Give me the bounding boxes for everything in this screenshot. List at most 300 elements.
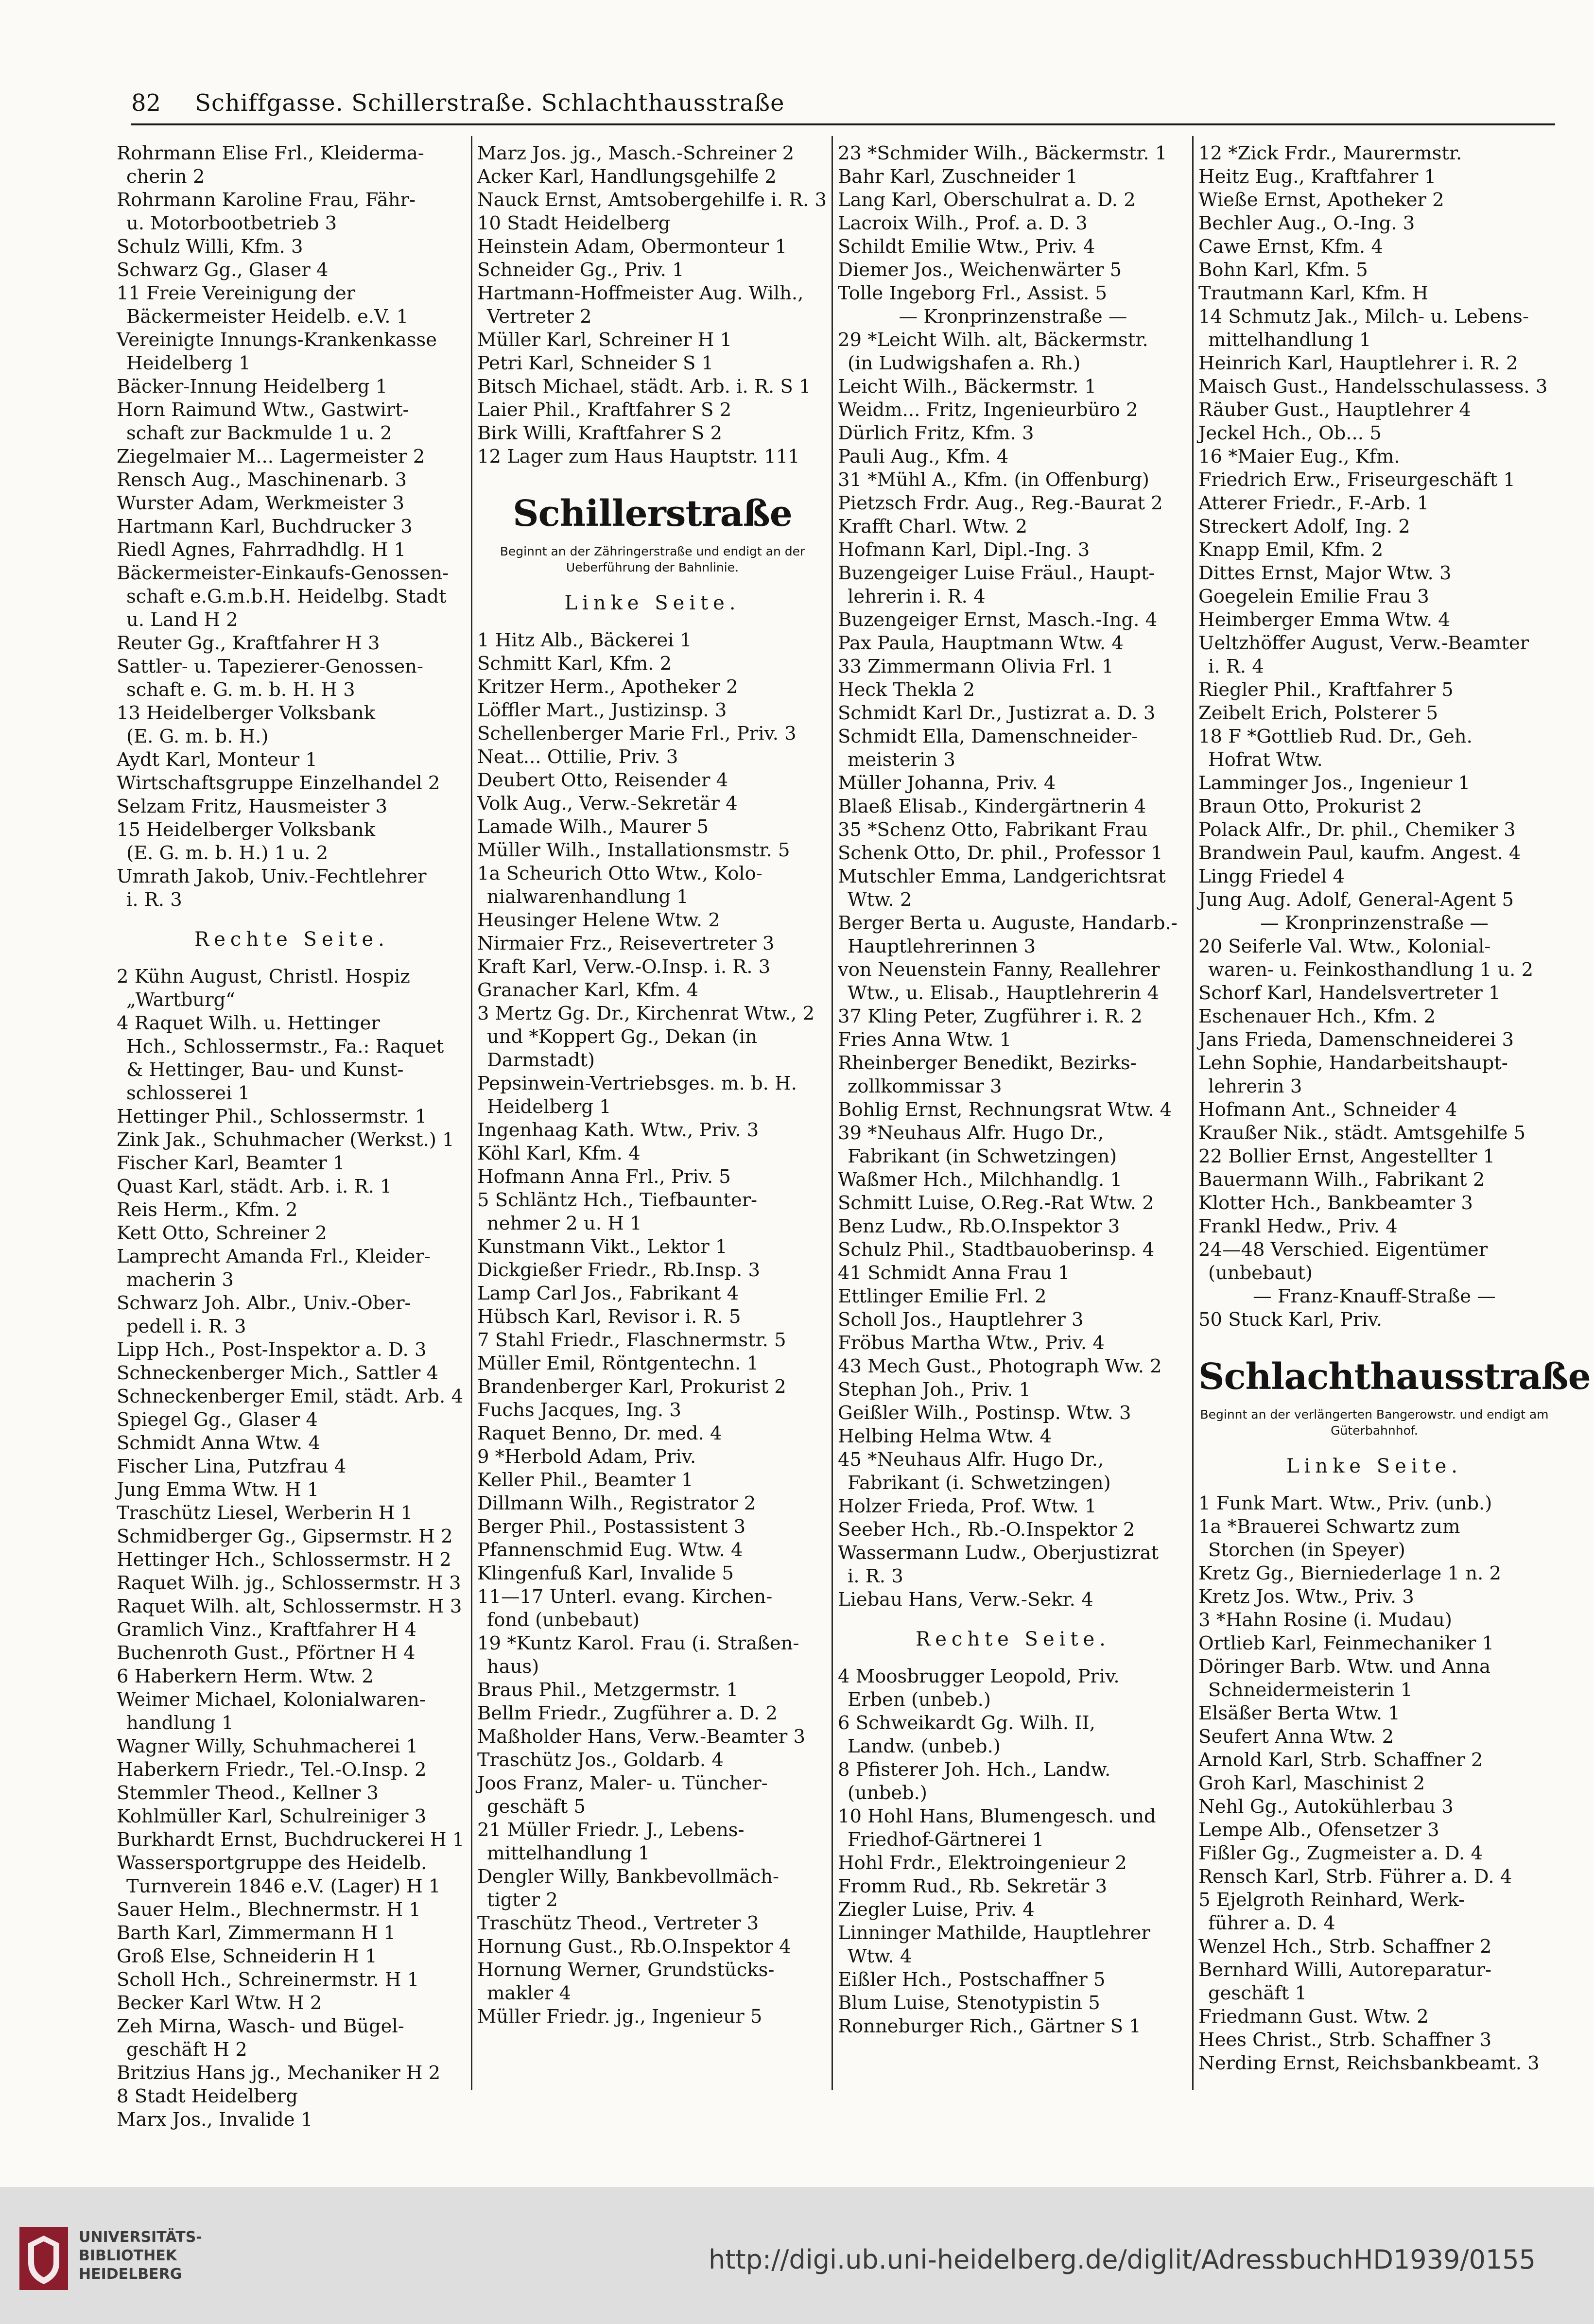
directory-entry: Lingg Friedel 4 — [1198, 866, 1345, 887]
directory-entry: Schulz Willi, Kfm. 3 — [117, 236, 303, 258]
directory-entry: Bohlig Ernst, Rechnungsrat Wtw. 4 — [838, 1099, 1172, 1121]
directory-entry: Schenk Otto, Dr. phil., Professor 1 — [838, 842, 1163, 864]
directory-entry: macherin 3 — [126, 1269, 234, 1291]
directory-entry: „Wartburg“ — [126, 989, 235, 1011]
directory-entry: Streckert Adolf, Ing. 2 — [1198, 516, 1410, 538]
directory-entry: Holzer Frieda, Prof. Wtw. 1 — [838, 1495, 1097, 1517]
library-name-line-3: HEIDELBERG — [79, 2266, 182, 2283]
directory-entry: 45 *Neuhaus Alfr. Hugo Dr., — [838, 1449, 1104, 1471]
directory-entry: Heck Thekla 2 — [838, 679, 975, 701]
directory-entry: u. Motorbootbetrieb 3 — [126, 212, 337, 234]
directory-entry: Hübsch Karl, Revisor i. R. 5 — [477, 1306, 741, 1328]
directory-entry: Bäckermeister Heidelb. e.V. 1 — [126, 306, 409, 328]
directory-entry: 1a *Brauerei Schwartz zum — [1198, 1516, 1460, 1538]
directory-entry: Vereinigte Innungs-Krankenkasse — [117, 329, 437, 351]
directory-entry: Fries Anna Wtw. 1 — [838, 1029, 1012, 1051]
directory-entry: Dengler Willy, Bankbevollmäch- — [477, 1866, 779, 1888]
directory-entry: Jung Emma Wtw. H 1 — [117, 1479, 319, 1501]
directory-entry: schaft zur Backmulde 1 u. 2 — [126, 422, 392, 444]
directory-entry: Volk Aug., Verw.-Sekretär 4 — [477, 793, 738, 815]
street-description: Beginnt an der verlängerten Bangerowstr. und endigt am Güterbahnhof. — [1200, 1407, 1549, 1438]
directory-entry: nialwarenhandlung 1 — [487, 886, 689, 908]
directory-entry: 6 Schweikardt Gg. Wilh. II, — [838, 1712, 1095, 1734]
directory-entry: Schneckenberger Mich., Sattler 4 — [117, 1362, 439, 1384]
directory-entry: Schneidermeisterin 1 — [1208, 1679, 1413, 1701]
directory-entry: Heidelberg 1 — [126, 352, 251, 374]
directory-entry: lehrerin i. R. 4 — [848, 586, 986, 607]
directory-entry: mittelhandlung 1 — [1208, 329, 1371, 351]
directory-entry: Pepsinwein-Vertriebsges. m. b. H. — [477, 1073, 797, 1094]
directory-entry: 5 Schläntz Hch., Tiefbaunter- — [477, 1189, 758, 1211]
directory-entry: Hohl Frdr., Elektroingenieur 2 — [838, 1852, 1127, 1874]
directory-entry: 12 Lager zum Haus Hauptstr. 111 — [477, 446, 800, 468]
directory-entry: makler 4 — [487, 1982, 572, 2004]
directory-entry: Lipp Hch., Post-Inspektor a. D. 3 — [117, 1339, 427, 1361]
directory-entry: Hofmann Karl, Dipl.-Ing. 3 — [838, 539, 1090, 561]
directory-entry: Gramlich Vinz., Kraftfahrer H 4 — [117, 1619, 417, 1641]
directory-entry: Seeber Hch., Rb.-O.Inspektor 2 — [838, 1519, 1135, 1541]
directory-entry: Birk Willi, Kraftfahrer S 2 — [477, 422, 722, 444]
directory-entry: Schildt Emilie Wtw., Priv. 4 — [838, 236, 1095, 258]
directory-entry: Vertreter 2 — [487, 306, 592, 328]
directory-columns — [112, 136, 1591, 2131]
directory-entry: Trautmann Karl, Kfm. H — [1198, 282, 1429, 304]
directory-entry: Hettinger Hch., Schlossermstr. H 2 — [117, 1549, 451, 1571]
directory-entry: Rensch Aug., Maschinenarb. 3 — [117, 469, 407, 491]
directory-entry: Bitsch Michael, städt. Arb. i. R. S 1 — [477, 376, 811, 398]
library-name-line-1: UNIVERSITÄTS- — [79, 2229, 202, 2246]
directory-entry: Weimer Michael, Kolonialwaren- — [117, 1689, 426, 1711]
directory-entry: Schorf Karl, Handelsvertreter 1 — [1198, 982, 1501, 1004]
directory-entry: Burkhardt Ernst, Buchdruckerei H 1 — [117, 1829, 465, 1851]
directory-entry: Fröbus Martha Wtw., Priv. 4 — [838, 1332, 1105, 1354]
directory-entry: Aydt Karl, Monteur 1 — [117, 749, 317, 771]
directory-entry: Joos Franz, Maler- u. Tüncher- — [477, 1772, 768, 1794]
directory-entry: Groß Else, Schneiderin H 1 — [117, 1945, 377, 1967]
directory-entry: Heinstein Adam, Obermonteur 1 — [477, 236, 787, 258]
directory-entry: Spiegel Gg., Glaser 4 — [117, 1409, 318, 1431]
directory-entry: Darmstadt) — [487, 1049, 595, 1071]
directory-entry: Wtw. 4 — [848, 1945, 912, 1967]
side-heading: Rechte Seite. — [194, 928, 389, 951]
directory-entry: Marx Jos., Invalide 1 — [117, 2109, 313, 2131]
directory-entry: Heusinger Helene Wtw. 2 — [477, 909, 720, 931]
directory-entry: Kraußer Nik., städt. Amtsgehilfe 5 — [1198, 1122, 1526, 1144]
directory-entry: Scholl Jos., Hauptlehrer 3 — [838, 1309, 1084, 1331]
directory-entry: Acker Karl, Handlungsgehilfe 2 — [477, 166, 777, 188]
directory-entry: Buzengeiger Ernst, Masch.-Ing. 4 — [838, 609, 1158, 631]
directory-entry: Tolle Ingeborg Frl., Assist. 5 — [838, 282, 1108, 304]
directory-entry: Marz Jos. jg., Masch.-Schreiner 2 — [477, 142, 795, 164]
directory-entry: Raquet Wilh. jg., Schlossermstr. H 3 — [117, 1572, 461, 1594]
directory-entry: Umrath Jakob, Univ.-Fechtlehrer — [117, 866, 427, 887]
directory-entry: 9 *Herbold Adam, Priv. — [477, 1446, 696, 1468]
directory-entry: Scholl Hch., Schreinermstr. H 1 — [117, 1969, 419, 1991]
directory-entry: i. R. 3 — [126, 889, 182, 911]
directory-entry: Zeh Mirna, Wasch- und Bügel- — [117, 2015, 404, 2037]
directory-entry: 5 Ejelgroth Reinhard, Werk- — [1198, 1889, 1465, 1911]
directory-entry: Sauer Helm., Blechnermstr. H 1 — [117, 1899, 421, 1921]
directory-entry: Dillmann Wilh., Registrator 2 — [477, 1492, 756, 1514]
directory-entry: 4 Raquet Wilh. u. Hettinger — [117, 1012, 380, 1034]
running-head: Schiffgasse. Schillerstraße. Schlachthausstraße — [195, 89, 785, 117]
directory-entry: Reis Herm., Kfm. 2 — [117, 1199, 298, 1221]
directory-entry: Riedl Agnes, Fahrradhdlg. H 1 — [117, 539, 406, 561]
directory-entry: Waßmer Hch., Milchhandlg. 1 — [838, 1169, 1123, 1191]
directory-entry: Schneider Gg., Priv. 1 — [477, 259, 684, 281]
directory-entry: 1 Hitz Alb., Bäckerei 1 — [477, 629, 692, 651]
directory-entry: schaft e.G.m.b.H. Heidelbg. Stadt — [126, 586, 447, 607]
directory-entry: Ueltzhöffer August, Verw.-Beamter — [1198, 632, 1529, 654]
directory-entry: pedell i. R. 3 — [126, 1316, 246, 1337]
directory-entry: Hofmann Ant., Schneider 4 — [1198, 1099, 1457, 1121]
directory-entry: & Hettinger, Bau- und Kunst- — [126, 1059, 404, 1081]
directory-entry: 13 Heidelberger Volksbank — [117, 702, 376, 724]
directory-entry: Lang Karl, Oberschulrat a. D. 2 — [838, 189, 1136, 211]
directory-entry: mittelhandlung 1 — [487, 1842, 650, 1864]
directory-entry: Fabrikant (in Schwetzingen) — [848, 1145, 1117, 1167]
directory-entry: Klingenfuß Karl, Invalide 5 — [477, 1562, 734, 1584]
column-4 — [1194, 136, 1591, 2090]
directory-entry: Hauptlehrerinnen 3 — [848, 936, 1036, 957]
directory-entry: Krafft Charl. Wtw. 2 — [838, 516, 1027, 538]
directory-entry: geschäft 5 — [487, 1796, 586, 1818]
directory-entry: Schmidt Karl Dr., Justizrat a. D. 3 — [838, 702, 1156, 724]
directory-entry: Rensch Karl, Strb. Führer a. D. 4 — [1198, 1866, 1512, 1888]
directory-entry: Leicht Wilh., Bäckermstr. 1 — [838, 376, 1096, 398]
directory-entry: Heimberger Emma Wtw. 4 — [1198, 609, 1450, 631]
directory-entry: führer a. D. 4 — [1208, 1912, 1335, 1934]
side-heading: Rechte Seite. — [916, 1628, 1110, 1650]
directory-entry: Hornung Gust., Rb.O.Inspektor 4 — [477, 1936, 791, 1958]
directory-entry: Döringer Barb. Wtw. und Anna — [1198, 1656, 1491, 1678]
directory-entry: Cawe Ernst, Kfm. 4 — [1198, 236, 1383, 258]
directory-entry: Nerding Ernst, Reichsbankbeamt. 3 — [1198, 2052, 1540, 2074]
directory-entry: Wtw. 2 — [848, 889, 912, 911]
directory-entry: Wagner Willy, Schuhmacherei 1 — [117, 1735, 418, 1757]
directory-entry: schlosserei 1 — [126, 1082, 250, 1104]
directory-entry: Wassersportgruppe des Heidelb. — [117, 1852, 427, 1874]
directory-entry: Pietzsch Frdr. Aug., Reg.-Baurat 2 — [838, 492, 1163, 514]
directory-entry: Müller Karl, Schreiner H 1 — [477, 329, 732, 351]
directory-entry: Jeckel Hch., Ob... 5 — [1198, 422, 1382, 444]
directory-entry: tigter 2 — [487, 1889, 558, 1911]
directory-entry: Lamminger Jos., Ingenieur 1 — [1198, 772, 1471, 794]
directory-entry: Friedrich Erw., Friseurgeschäft 1 — [1198, 469, 1515, 491]
directory-entry: Frankl Hedw., Priv. 4 — [1198, 1215, 1398, 1237]
directory-entry: Köhl Karl, Kfm. 4 — [477, 1143, 641, 1164]
directory-entry: Brandwein Paul, kaufm. Angest. 4 — [1198, 842, 1521, 864]
directory-entry: Friedhof-Gärtnerei 1 — [848, 1829, 1044, 1851]
directory-entry: Raquet Benno, Dr. med. 4 — [477, 1422, 722, 1444]
directory-entry: waren- u. Feinkosthandlung 1 u. 2 — [1208, 959, 1534, 981]
directory-entry: (unbebaut) — [1208, 1262, 1313, 1284]
directory-entry: Britzius Hans jg., Mechaniker H 2 — [117, 2062, 441, 2084]
directory-entry: Ziegelmaier M... Lagermeister 2 — [117, 446, 425, 468]
directory-entry: Keller Phil., Beamter 1 — [477, 1469, 693, 1491]
directory-entry: Riegler Phil., Kraftfahrer 5 — [1198, 679, 1454, 701]
directory-entry: Becker Karl Wtw. H 2 — [117, 1992, 322, 2014]
directory-entry: Lamade Wilh., Maurer 5 — [477, 816, 709, 838]
directory-entry: Rheinberger Benedikt, Bezirks- — [838, 1052, 1137, 1074]
directory-entry: Selzam Fritz, Hausmeister 3 — [117, 796, 387, 817]
directory-entry: 10 Stadt Heidelberg — [477, 212, 671, 234]
street-heading: Schlachthausstraße — [1198, 1356, 1591, 1398]
directory-entry: Traschütz Liesel, Werberin H 1 — [117, 1502, 413, 1524]
directory-entry: Kretz Gg., Bierniederlage 1 n. 2 — [1198, 1562, 1502, 1584]
directory-entry: Turnverein 1846 e.V. (Lager) H 1 — [126, 1875, 441, 1897]
directory-entry: Kett Otto, Schreiner 2 — [117, 1222, 327, 1244]
directory-entry: Fromm Rud., Rb. Sekretär 3 — [838, 1875, 1108, 1897]
directory-entry: cherin 2 — [126, 166, 205, 188]
directory-entry: Nauck Ernst, Amtsobergehilfe i. R. 3 — [477, 189, 827, 211]
directory-entry: Hch., Schlossermstr., Fa.: Raquet — [126, 1036, 444, 1058]
directory-entry: Blum Luise, Stenotypistin 5 — [838, 1992, 1100, 2014]
directory-entry: Raquet Wilh. alt, Schlossermstr. H 3 — [117, 1596, 462, 1617]
directory-entry: Atterer Friedr., F.-Arb. 1 — [1198, 492, 1429, 514]
directory-entry: Storchen (in Speyer) — [1208, 1539, 1405, 1561]
directory-entry: geschäft 1 — [1208, 1982, 1307, 2004]
directory-entry: Barth Karl, Zimmermann H 1 — [117, 1922, 396, 1944]
directory-entry: Schneckenberger Emil, städt. Arb. 4 — [117, 1386, 464, 1407]
directory-entry: Elsäßer Berta Wtw. 1 — [1198, 1702, 1400, 1724]
directory-entry: 31 *Mühl A., Kfm. (in Offenburg) — [838, 469, 1149, 491]
directory-entry: 20 Seiferle Val. Wtw., Kolonial- — [1198, 936, 1491, 957]
directory-entry: 2 Kühn August, Christl. Hospiz — [117, 966, 410, 988]
directory-entry: Hofmann Anna Frl., Priv. 5 — [477, 1166, 731, 1188]
directory-entry: Seufert Anna Wtw. 2 — [1198, 1726, 1394, 1748]
directory-entry: Eschenauer Hch., Kfm. 2 — [1198, 1006, 1436, 1027]
directory-entry: schaft e. G. m. b. H. H 3 — [126, 679, 355, 701]
side-heading: Linke Seite. — [1286, 1455, 1463, 1477]
page-number: 82 — [131, 89, 161, 117]
directory-entry: Schwarz Gg., Glaser 4 — [117, 259, 329, 281]
directory-entry: 8 Stadt Heidelberg — [117, 2085, 298, 2107]
directory-entry: 10 Hohl Hans, Blumengesch. und — [838, 1805, 1156, 1827]
directory-entry: geschäft H 2 — [126, 2039, 247, 2061]
directory-entry: Erben (unbeb.) — [848, 1689, 991, 1711]
directory-entry: Lacroix Wilh., Prof. a. D. 3 — [838, 212, 1088, 234]
directory-entry: Petri Karl, Schneider S 1 — [477, 352, 714, 374]
directory-entry: Schmitt Luise, O.Reg.-Rat Wtw. 2 — [838, 1192, 1154, 1214]
directory-entry: Hartmann Karl, Buchdrucker 3 — [117, 516, 413, 538]
directory-entry: 18 F *Gottlieb Rud. Dr., Geh. — [1198, 726, 1473, 747]
directory-entry: Eißler Hch., Postschaffner 5 — [838, 1969, 1106, 1991]
directory-entry: Ingenhaag Kath. Wtw., Priv. 3 — [477, 1119, 759, 1141]
directory-entry: Stephan Joh., Priv. 1 — [838, 1379, 1031, 1401]
directory-entry: Berger Phil., Postassistent 3 — [477, 1516, 746, 1538]
directory-entry: Zink Jak., Schuhmacher (Werkst.) 1 — [117, 1129, 454, 1151]
directory-entry: Schmidt Anna Wtw. 4 — [117, 1432, 320, 1454]
directory-entry: Rohrmann Karoline Frau, Fähr- — [117, 189, 416, 211]
directory-entry: und *Koppert Gg., Dekan (in — [487, 1026, 758, 1048]
directory-entry: u. Land H 2 — [126, 609, 238, 631]
directory-entry: 39 *Neuhaus Alfr. Hugo Dr., — [838, 1122, 1104, 1144]
directory-entry: 37 Kling Peter, Zugführer i. R. 2 — [838, 1006, 1143, 1027]
directory-entry: 23 *Schmider Wilh., Bäckermstr. 1 — [838, 142, 1167, 164]
directory-entry: 41 Schmidt Anna Frau 1 — [838, 1262, 1070, 1284]
directory-entry: Müller Wilh., Installationsmstr. 5 — [477, 839, 790, 861]
directory-entry: Fischer Lina, Putzfrau 4 — [117, 1456, 347, 1477]
directory-entry: Bechler Aug., O.-Ing. 3 — [1198, 212, 1415, 234]
directory-entry: Deubert Otto, Reisender 4 — [477, 769, 728, 791]
directory-entry: haus) — [487, 1656, 539, 1678]
directory-entry: 7 Stahl Friedr., Flaschnermstr. 5 — [477, 1329, 786, 1351]
directory-entry: 16 *Maier Eug., Kfm. — [1198, 446, 1400, 468]
directory-entry: 43 Mech Gust., Photograph Ww. 2 — [838, 1355, 1162, 1377]
directory-entry: Pauli Aug., Kfm. 4 — [838, 446, 1009, 468]
cross-street-marker: — Kronprinzenstraße — — [899, 306, 1127, 328]
column-1 — [112, 136, 472, 2131]
directory-entry: Geißler Wilh., Postinsp. Wtw. 3 — [838, 1402, 1131, 1424]
directory-entry: Nehl Gg., Autokühlerbau 3 — [1198, 1796, 1454, 1818]
directory-entry: Fißler Gg., Zugmeister a. D. 4 — [1198, 1842, 1483, 1864]
cross-street-marker: — Franz-Knauff-Straße — — [1253, 1285, 1496, 1307]
directory-entry: (E. G. m. b. H.) 1 u. 2 — [126, 842, 329, 864]
directory-entry: Maßholder Hans, Verw.-Beamter 3 — [477, 1726, 806, 1748]
directory-entry: Dickgießer Friedr., Rb.Insp. 3 — [477, 1259, 760, 1281]
directory-entry: Wurster Adam, Werkmeister 3 — [117, 492, 404, 514]
directory-entry: Dürlich Fritz, Kfm. 3 — [838, 422, 1034, 444]
directory-entry: Liebau Hans, Verw.-Sekr. 4 — [838, 1589, 1093, 1611]
directory-entry: 1a Scheurich Otto Wtw., Kolo- — [477, 863, 762, 885]
page-header — [131, 73, 1555, 125]
directory-entry: Goegelein Emilie Frau 3 — [1198, 586, 1429, 607]
directory-entry: Linninger Mathilde, Hauptlehrer — [838, 1922, 1150, 1944]
directory-entry: Heidelberg 1 — [487, 1096, 611, 1118]
street-description: Beginnt an der Zähringerstraße und endigt an der Ueberführung der Bahnlinie. — [500, 544, 805, 574]
footer-bar — [0, 2187, 1594, 2324]
street-heading: Schillerstraße — [513, 493, 792, 535]
directory-entry: 6 Haberkern Herm. Wtw. 2 — [117, 1665, 374, 1687]
directory-entry: 12 *Zick Frdr., Maurermstr. — [1198, 142, 1462, 164]
directory-entry: 19 *Kuntz Karol. Frau (i. Straßen- — [477, 1632, 799, 1654]
directory-entry: Dittes Ernst, Major Wtw. 3 — [1198, 562, 1452, 584]
directory-entry: Mutschler Emma, Landgerichtsrat — [838, 866, 1166, 887]
directory-entry: 29 *Leicht Wilh. alt, Bäckermstr. — [838, 329, 1148, 351]
directory-entry: Bohn Karl, Kfm. 5 — [1198, 259, 1368, 281]
directory-entry: Stemmler Theod., Kellner 3 — [117, 1782, 379, 1804]
directory-entry: Bahr Karl, Zuschneider 1 — [838, 166, 1078, 188]
directory-entry: Landw. (unbeb.) — [848, 1735, 1001, 1757]
directory-entry: (unbeb.) — [848, 1782, 927, 1804]
directory-entry: 35 *Schenz Otto, Fabrikant Frau — [838, 819, 1148, 841]
directory-entry: Traschütz Jos., Goldarb. 4 — [477, 1749, 724, 1771]
directory-entry: Wenzel Hch., Strb. Schaffner 2 — [1198, 1936, 1492, 1958]
directory-entry: Schmidt Ella, Damenschneider- — [838, 726, 1138, 747]
directory-entry: Ziegler Luise, Priv. 4 — [838, 1899, 1035, 1921]
directory-entry: Fabrikant (i. Schwetzingen) — [848, 1472, 1111, 1494]
directory-entry: Lehn Sophie, Handarbeitshaupt- — [1198, 1052, 1508, 1074]
directory-entry: Hartmann-Hoffmeister Aug. Wilh., — [477, 282, 804, 304]
side-heading: Linke Seite. — [564, 592, 741, 614]
directory-entry: Ortlieb Karl, Feinmechaniker 1 — [1198, 1632, 1494, 1654]
directory-entry: Brandenberger Karl, Prokurist 2 — [477, 1376, 786, 1398]
directory-entry: Sattler- u. Tapezierer-Genossen- — [117, 656, 423, 677]
directory-entry: 21 Müller Friedr. J., Lebens- — [477, 1819, 745, 1841]
directory-entry: Quast Karl, städt. Arb. i. R. 1 — [117, 1176, 392, 1197]
directory-entry: Neat... Ottilie, Priv. 3 — [477, 746, 678, 768]
directory-entry: Wieße Ernst, Apotheker 2 — [1198, 189, 1444, 211]
directory-entry: Kohlmüller Karl, Schulreiniger 3 — [117, 1805, 427, 1827]
directory-entry: Kretz Jos. Wtw., Priv. 3 — [1198, 1586, 1414, 1608]
directory-entry: Lamp Carl Jos., Fabrikant 4 — [477, 1283, 739, 1304]
directory-entry: Weidm... Fritz, Ingenieurbüro 2 — [838, 399, 1138, 421]
directory-entry: Räuber Gust., Hauptlehrer 4 — [1198, 399, 1471, 421]
directory-entry: Hettinger Phil., Schlossermstr. 1 — [117, 1106, 427, 1127]
directory-entry: 24—48 Verschied. Eigentümer — [1198, 1239, 1488, 1261]
directory-entry: Bäckermeister-Einkaufs-Genossen- — [117, 562, 449, 584]
directory-entry: Lempe Alb., Ofensetzer 3 — [1198, 1819, 1439, 1841]
directory-entry: Groh Karl, Maschinist 2 — [1198, 1772, 1425, 1794]
directory-entry: 1 Funk Mart. Wtw., Priv. (unb.) — [1198, 1492, 1492, 1514]
directory-entry: Hofrat Wtw. — [1208, 749, 1323, 771]
directory-entry: Pax Paula, Hauptmann Wtw. 4 — [838, 632, 1124, 654]
directory-entry: Rohrmann Elise Frl., Kleiderma- — [117, 142, 424, 164]
directory-entry: Heinrich Karl, Hauptlehrer i. R. 2 — [1198, 352, 1518, 374]
directory-entry: Jans Frieda, Damenschneiderei 3 — [1198, 1029, 1514, 1051]
directory-entry: Schmidberger Gg., Gipsermstr. H 2 — [117, 1526, 453, 1547]
directory-entry: Bäcker-Innung Heidelberg 1 — [117, 376, 388, 398]
cross-street-marker: — Kronprinzenstraße — — [1260, 912, 1489, 934]
directory-entry: Horn Raimund Wtw., Gastwirt- — [117, 399, 409, 421]
directory-entry: Friedmann Gust. Wtw. 2 — [1198, 2006, 1429, 2028]
directory-entry: Braun Otto, Prokurist 2 — [1198, 796, 1422, 817]
library-name-line-2: BIBLIOTHEK — [79, 2247, 177, 2264]
directory-entry: Reuter Gg., Kraftfahrer H 3 — [117, 632, 380, 654]
directory-entry: fond (unbebaut) — [487, 1609, 640, 1631]
directory-entry: Wassermann Ludw., Oberjustizrat — [838, 1542, 1159, 1564]
directory-entry: Buzengeiger Luise Fräul., Haupt- — [838, 562, 1155, 584]
directory-entry: i. R. 3 — [848, 1565, 903, 1587]
directory-entry: i. R. 4 — [1208, 656, 1264, 677]
column-3 — [833, 136, 1194, 2090]
column-2 — [472, 136, 833, 2090]
directory-entry: 3 Mertz Gg. Dr., Kirchenrat Wtw., 2 — [477, 1003, 815, 1024]
directory-entry: 14 Schmutz Jak., Milch- u. Lebens- — [1198, 306, 1529, 328]
directory-entry: Pfannenschmid Eug. Wtw. 4 — [477, 1539, 743, 1561]
directory-entry: Braus Phil., Metzgermstr. 1 — [477, 1679, 739, 1701]
directory-entry: Hornung Werner, Grundstücks- — [477, 1959, 775, 1981]
directory-entry: Wtw., u. Elisab., Hauptlehrerin 4 — [848, 982, 1159, 1004]
directory-entry: Blaeß Elisab., Kindergärtnerin 4 — [838, 796, 1146, 817]
directory-entry: Ronneburger Rich., Gärtner S 1 — [838, 2015, 1141, 2037]
directory-entry: Schwarz Joh. Albr., Univ.-Ober- — [117, 1292, 411, 1314]
directory-entry: Jung Aug. Adolf, General-Agent 5 — [1198, 889, 1514, 911]
directory-entry: Granacher Karl, Kfm. 4 — [477, 979, 699, 1001]
directory-entry: 8 Pfisterer Joh. Hch., Landw. — [838, 1759, 1111, 1781]
library-name — [79, 2228, 202, 2284]
directory-entry: von Neuenstein Fanny, Reallehrer — [838, 959, 1160, 981]
directory-entry: 22 Bollier Ernst, Angestellter 1 — [1198, 1145, 1495, 1167]
directory-entry: Kraft Karl, Verw.-O.Insp. i. R. 3 — [477, 956, 771, 978]
directory-entry: Müller Friedr. jg., Ingenieur 5 — [477, 2006, 762, 2028]
directory-entry: 4 Moosbrugger Leopold, Priv. — [838, 1665, 1120, 1687]
directory-entry: Müller Johanna, Priv. 4 — [838, 772, 1056, 794]
directory-entry: Schellenberger Marie Frl., Priv. 3 — [477, 723, 797, 745]
directory-entry: Arnold Karl, Strb. Schaffner 2 — [1198, 1749, 1483, 1771]
directory-entry: Ettlinger Emilie Frl. 2 — [838, 1285, 1047, 1307]
directory-entry: Nirmaier Frz., Reisevertreter 3 — [477, 933, 775, 954]
directory-entry: 50 Stuck Karl, Priv. — [1198, 1309, 1382, 1331]
directory-entry: Haberkern Friedr., Tel.-O.Insp. 2 — [117, 1759, 427, 1781]
directory-entry: handlung 1 — [126, 1712, 234, 1734]
directory-entry: Fuchs Jacques, Ing. 3 — [477, 1399, 681, 1421]
directory-entry: 3 *Hahn Rosine (i. Mudau) — [1198, 1609, 1452, 1631]
source-url[interactable]: http://digi.ub.uni-heidelberg.de/diglit/AdressbuchHD1939/0155 — [709, 2244, 1536, 2275]
directory-entry: 11 Freie Vereinigung der — [117, 282, 356, 304]
directory-entry: Bellm Friedr., Zugführer a. D. 2 — [477, 1702, 778, 1724]
